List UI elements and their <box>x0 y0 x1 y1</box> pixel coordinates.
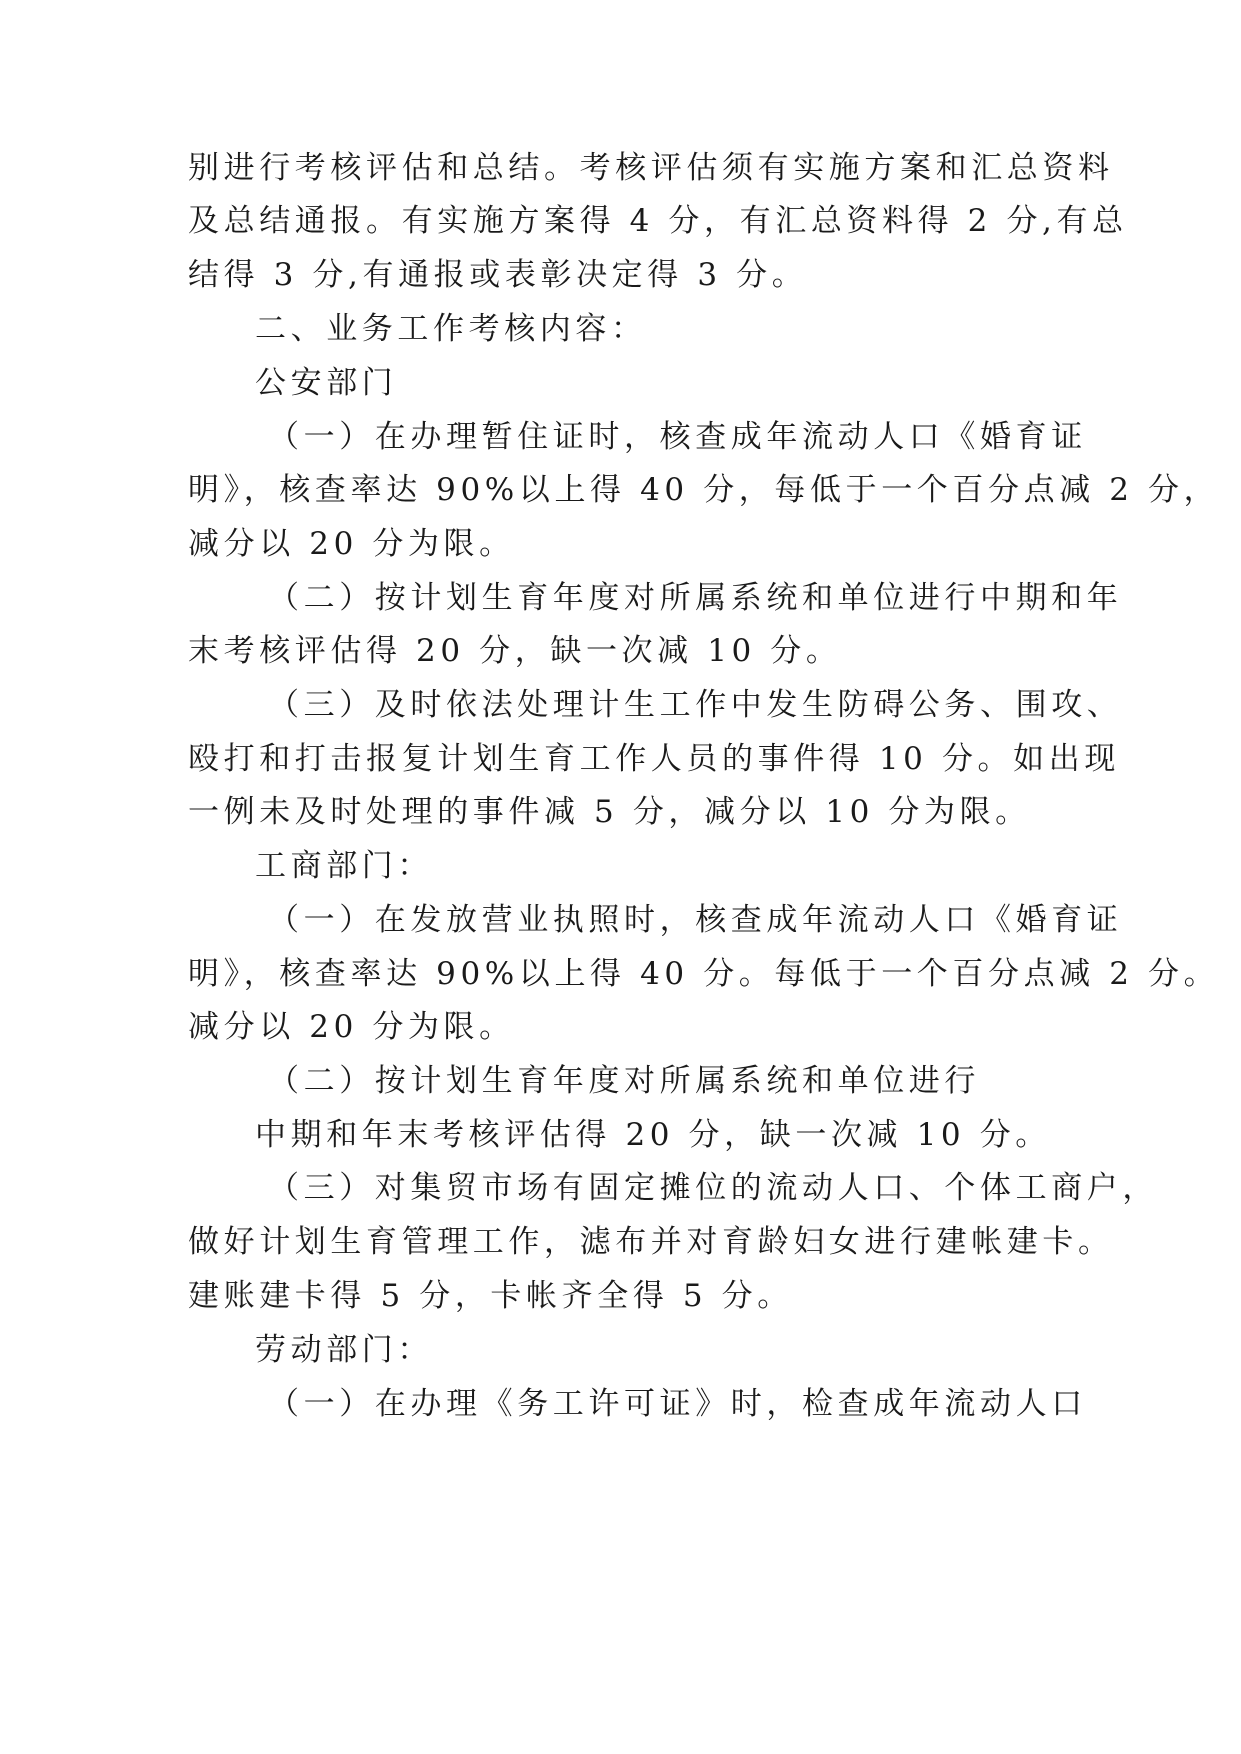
text-line: 殴打和打击报复计划生育工作人员的事件得 10 分。如出现 <box>188 741 1120 777</box>
text-line: 别进行考核评估和总结。考核评估须有实施方案和汇总资料 <box>188 150 1114 186</box>
department-heading-labor: 劳动部门： <box>255 1332 433 1368</box>
text-line: （二）按计划生育年度对所属系统和单位进行 <box>268 1063 980 1099</box>
text-line: 明》，核查率达 90%以上得 40 分。每低于一个百分点减 2 分。 <box>188 956 1220 992</box>
text-line: （一）在发放营业执照时，核查成年流动人口《婚育证 <box>268 902 1123 938</box>
text-line: （一）在办理暂住证时，核查成年流动人口《婚育证 <box>268 419 1087 455</box>
department-heading-industry-commerce: 工商部门： <box>255 848 433 884</box>
text-line: 中期和年末考核评估得 20 分，缺一次减 10 分。 <box>255 1117 1051 1153</box>
text-line: 做好计划生育管理工作，滤布并对育龄妇女进行建帐建卡。 <box>188 1224 1114 1260</box>
department-heading-public-security: 公安部门 <box>255 365 398 401</box>
text-line: 减分以 20 分为限。 <box>188 1009 515 1045</box>
text-line: （三）及时依法处理计生工作中发生防碍公务、围攻、 <box>268 687 1123 723</box>
text-line: 明》，核查率达 90%以上得 40 分，每低于一个百分点减 2 分， <box>188 472 1220 508</box>
text-line: 末考核评估得 20 分，缺一次减 10 分。 <box>188 633 842 669</box>
text-line: 结得 3 分,有通报或表彰决定得 3 分。 <box>188 257 808 293</box>
text-line: （二）按计划生育年度对所属系统和单位进行中期和年 <box>268 580 1123 616</box>
text-line: 一例未及时处理的事件减 5 分，减分以 10 分为限。 <box>188 794 1031 830</box>
text-line: （三）对集贸市场有固定摊位的流动人口、个体工商户， <box>268 1170 1158 1206</box>
text-line: （一）在办理《务工许可证》时，检查成年流动人口 <box>268 1386 1087 1422</box>
text-line: 及总结通报。有实施方案得 4 分，有汇总资料得 2 分,有总 <box>188 203 1128 239</box>
text-line: 建账建卡得 5 分，卡帐齐全得 5 分。 <box>188 1278 793 1314</box>
section-heading: 二、业务工作考核内容： <box>255 311 647 347</box>
text-line: 减分以 20 分为限。 <box>188 526 515 562</box>
